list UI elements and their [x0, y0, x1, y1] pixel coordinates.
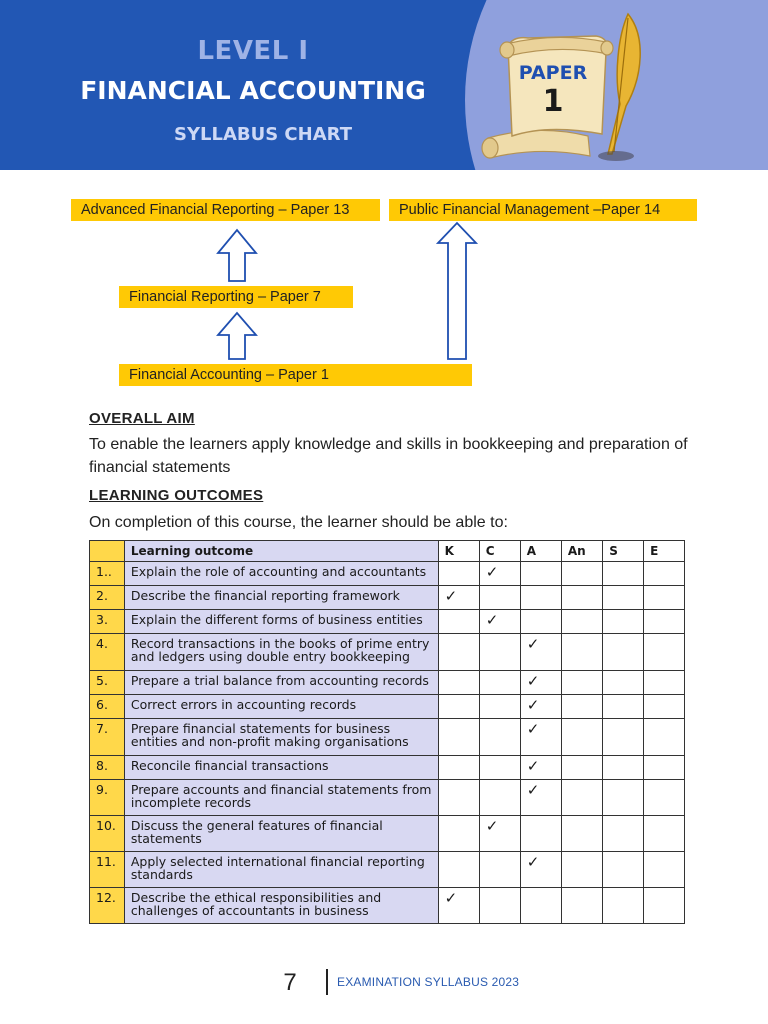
checkmark-icon: ✓ — [526, 672, 540, 690]
cell-c — [479, 610, 520, 634]
checkmark-icon: ✓ — [526, 853, 540, 871]
cell-k — [438, 634, 479, 671]
cell-c — [479, 852, 520, 888]
cell-a — [520, 780, 561, 816]
header-c: C — [479, 541, 520, 562]
table-row — [90, 780, 685, 816]
table-row — [90, 562, 685, 586]
row-number: 5. — [90, 671, 125, 695]
table-row — [90, 634, 685, 671]
cell-e — [644, 671, 685, 695]
cell-e — [644, 852, 685, 888]
learning-outcomes-table — [89, 540, 685, 924]
checkmark-icon: ✓ — [485, 611, 499, 629]
cell-s — [603, 780, 644, 816]
table-row — [90, 671, 685, 695]
cell-c — [479, 756, 520, 780]
learning-outcomes-heading: LEARNING OUTCOMES — [89, 487, 264, 504]
checkmark-icon: ✓ — [485, 817, 499, 835]
row-number: 10. — [90, 816, 125, 852]
row-number: 11. — [90, 852, 125, 888]
checkmark-icon: ✓ — [526, 757, 540, 775]
checkmark-icon: ✓ — [526, 696, 540, 714]
arrow-up-icon — [438, 223, 476, 359]
cell-s — [603, 671, 644, 695]
cell-e — [644, 780, 685, 816]
page-number: 7 — [283, 969, 297, 996]
box-public-financial-management: Public Financial Management –Paper 14 — [389, 199, 697, 221]
header-a: A — [520, 541, 561, 562]
overall-aim-heading: OVERALL AIM — [89, 410, 195, 427]
cell-s — [603, 888, 644, 924]
cell-a — [520, 562, 561, 586]
cell-an — [561, 695, 602, 719]
row-number: 6. — [90, 695, 125, 719]
cell-k — [438, 756, 479, 780]
table-header-row — [90, 541, 685, 562]
cell-a — [520, 610, 561, 634]
header-k: K — [438, 541, 479, 562]
cell-k — [438, 888, 479, 924]
paper-label: PAPER — [518, 62, 588, 84]
row-number: 9. — [90, 780, 125, 816]
cell-k — [438, 562, 479, 586]
cell-s — [603, 816, 644, 852]
cell-a — [520, 586, 561, 610]
cell-s — [603, 610, 644, 634]
header-e: E — [644, 541, 685, 562]
cell-c — [479, 780, 520, 816]
checkmark-icon: ✓ — [485, 563, 499, 581]
header-an: An — [561, 541, 602, 562]
cell-s — [603, 586, 644, 610]
cell-s — [603, 695, 644, 719]
row-number: 4. — [90, 634, 125, 671]
table-row — [90, 888, 685, 924]
row-number: 8. — [90, 756, 125, 780]
cell-c — [479, 816, 520, 852]
cell-a — [520, 816, 561, 852]
checkmark-icon: ✓ — [444, 889, 458, 907]
cell-k — [438, 671, 479, 695]
footer-title: EXAMINATION SYLLABUS 2023 — [337, 975, 520, 989]
cell-k — [438, 852, 479, 888]
box-financial-accounting: Financial Accounting – Paper 1 — [119, 364, 472, 386]
cell-k — [438, 610, 479, 634]
box-advanced-financial-reporting: Advanced Financial Reporting – Paper 13 — [71, 199, 380, 221]
box-financial-reporting: Financial Reporting – Paper 7 — [119, 286, 353, 308]
cell-k — [438, 816, 479, 852]
cell-k — [438, 586, 479, 610]
row-outcome-text: Record transactions in the books of prime entry and ledgers using double entry bookkeeping — [124, 634, 438, 671]
checkmark-icon: ✓ — [444, 587, 458, 605]
row-outcome-text: Explain the different forms of business entities — [124, 610, 438, 634]
checkmark-icon: ✓ — [526, 720, 540, 738]
row-outcome-text: Prepare financial statements for business entities and non-profit making organisations — [124, 719, 438, 756]
arrow-up-icon — [218, 230, 256, 281]
table-row — [90, 586, 685, 610]
cell-an — [561, 719, 602, 756]
cell-an — [561, 634, 602, 671]
cell-k — [438, 719, 479, 756]
cell-c — [479, 634, 520, 671]
cell-e — [644, 756, 685, 780]
header-s: S — [603, 541, 644, 562]
course-title: FINANCIAL ACCOUNTING — [80, 76, 426, 105]
cell-e — [644, 586, 685, 610]
header-learning-outcome: Learning outcome — [124, 541, 438, 562]
row-outcome-text: Explain the role of accounting and accountants — [124, 562, 438, 586]
cell-a — [520, 671, 561, 695]
cell-c — [479, 671, 520, 695]
header-num-cell — [90, 541, 125, 562]
row-outcome-text: Apply selected international financial reporting standards — [124, 852, 438, 888]
cell-an — [561, 756, 602, 780]
table-row — [90, 852, 685, 888]
table-row — [90, 695, 685, 719]
cell-k — [438, 780, 479, 816]
cell-e — [644, 695, 685, 719]
cell-k — [438, 695, 479, 719]
cell-s — [603, 852, 644, 888]
cell-an — [561, 852, 602, 888]
cell-a — [520, 852, 561, 888]
row-number: 2. — [90, 586, 125, 610]
row-number: 3. — [90, 610, 125, 634]
checkmark-icon: ✓ — [526, 781, 540, 799]
overall-aim-text: To enable the learners apply knowledge and skills in bookkeeping and preparation of financial statements — [89, 436, 688, 476]
cell-a — [520, 756, 561, 780]
cell-c — [479, 695, 520, 719]
cell-a — [520, 888, 561, 924]
table-row — [90, 610, 685, 634]
row-outcome-text: Prepare accounts and financial statements from incomplete records — [124, 780, 438, 816]
cell-an — [561, 671, 602, 695]
table-body — [90, 562, 685, 924]
row-outcome-text: Reconcile financial transactions — [124, 756, 438, 780]
cell-a — [520, 695, 561, 719]
row-number: 7. — [90, 719, 125, 756]
learning-outcomes-intro: On completion of this course, the learner should be able to: — [89, 514, 508, 531]
syllabus-chart-subtitle: SYLLABUS CHART — [174, 124, 352, 145]
cell-an — [561, 888, 602, 924]
cell-e — [644, 816, 685, 852]
cell-e — [644, 719, 685, 756]
cell-a — [520, 634, 561, 671]
row-outcome-text: Describe the ethical responsibilities and challenges of accountants in business — [124, 888, 438, 924]
cell-s — [603, 756, 644, 780]
row-outcome-text: Discuss the general features of financial statements — [124, 816, 438, 852]
cell-c — [479, 719, 520, 756]
cell-an — [561, 816, 602, 852]
row-number: 1.. — [90, 562, 125, 586]
table-row — [90, 816, 685, 852]
cell-e — [644, 888, 685, 924]
cell-an — [561, 562, 602, 586]
cell-c — [479, 562, 520, 586]
arrow-up-icon — [218, 313, 256, 359]
footer-divider — [326, 969, 328, 995]
cell-e — [644, 562, 685, 586]
cell-a — [520, 719, 561, 756]
checkmark-icon: ✓ — [526, 635, 540, 653]
cell-s — [603, 634, 644, 671]
cell-an — [561, 780, 602, 816]
cell-s — [603, 562, 644, 586]
table-row — [90, 756, 685, 780]
cell-an — [561, 586, 602, 610]
cell-an — [561, 610, 602, 634]
cell-s — [603, 719, 644, 756]
row-number: 12. — [90, 888, 125, 924]
cell-c — [479, 888, 520, 924]
paper-number: 1 — [542, 84, 564, 119]
row-outcome-text: Prepare a trial balance from accounting records — [124, 671, 438, 695]
row-outcome-text: Describe the financial reporting framework — [124, 586, 438, 610]
row-outcome-text: Correct errors in accounting records — [124, 695, 438, 719]
cell-e — [644, 634, 685, 671]
cell-c — [479, 586, 520, 610]
cell-e — [644, 610, 685, 634]
level-heading: LEVEL I — [197, 36, 309, 66]
table-row — [90, 719, 685, 756]
